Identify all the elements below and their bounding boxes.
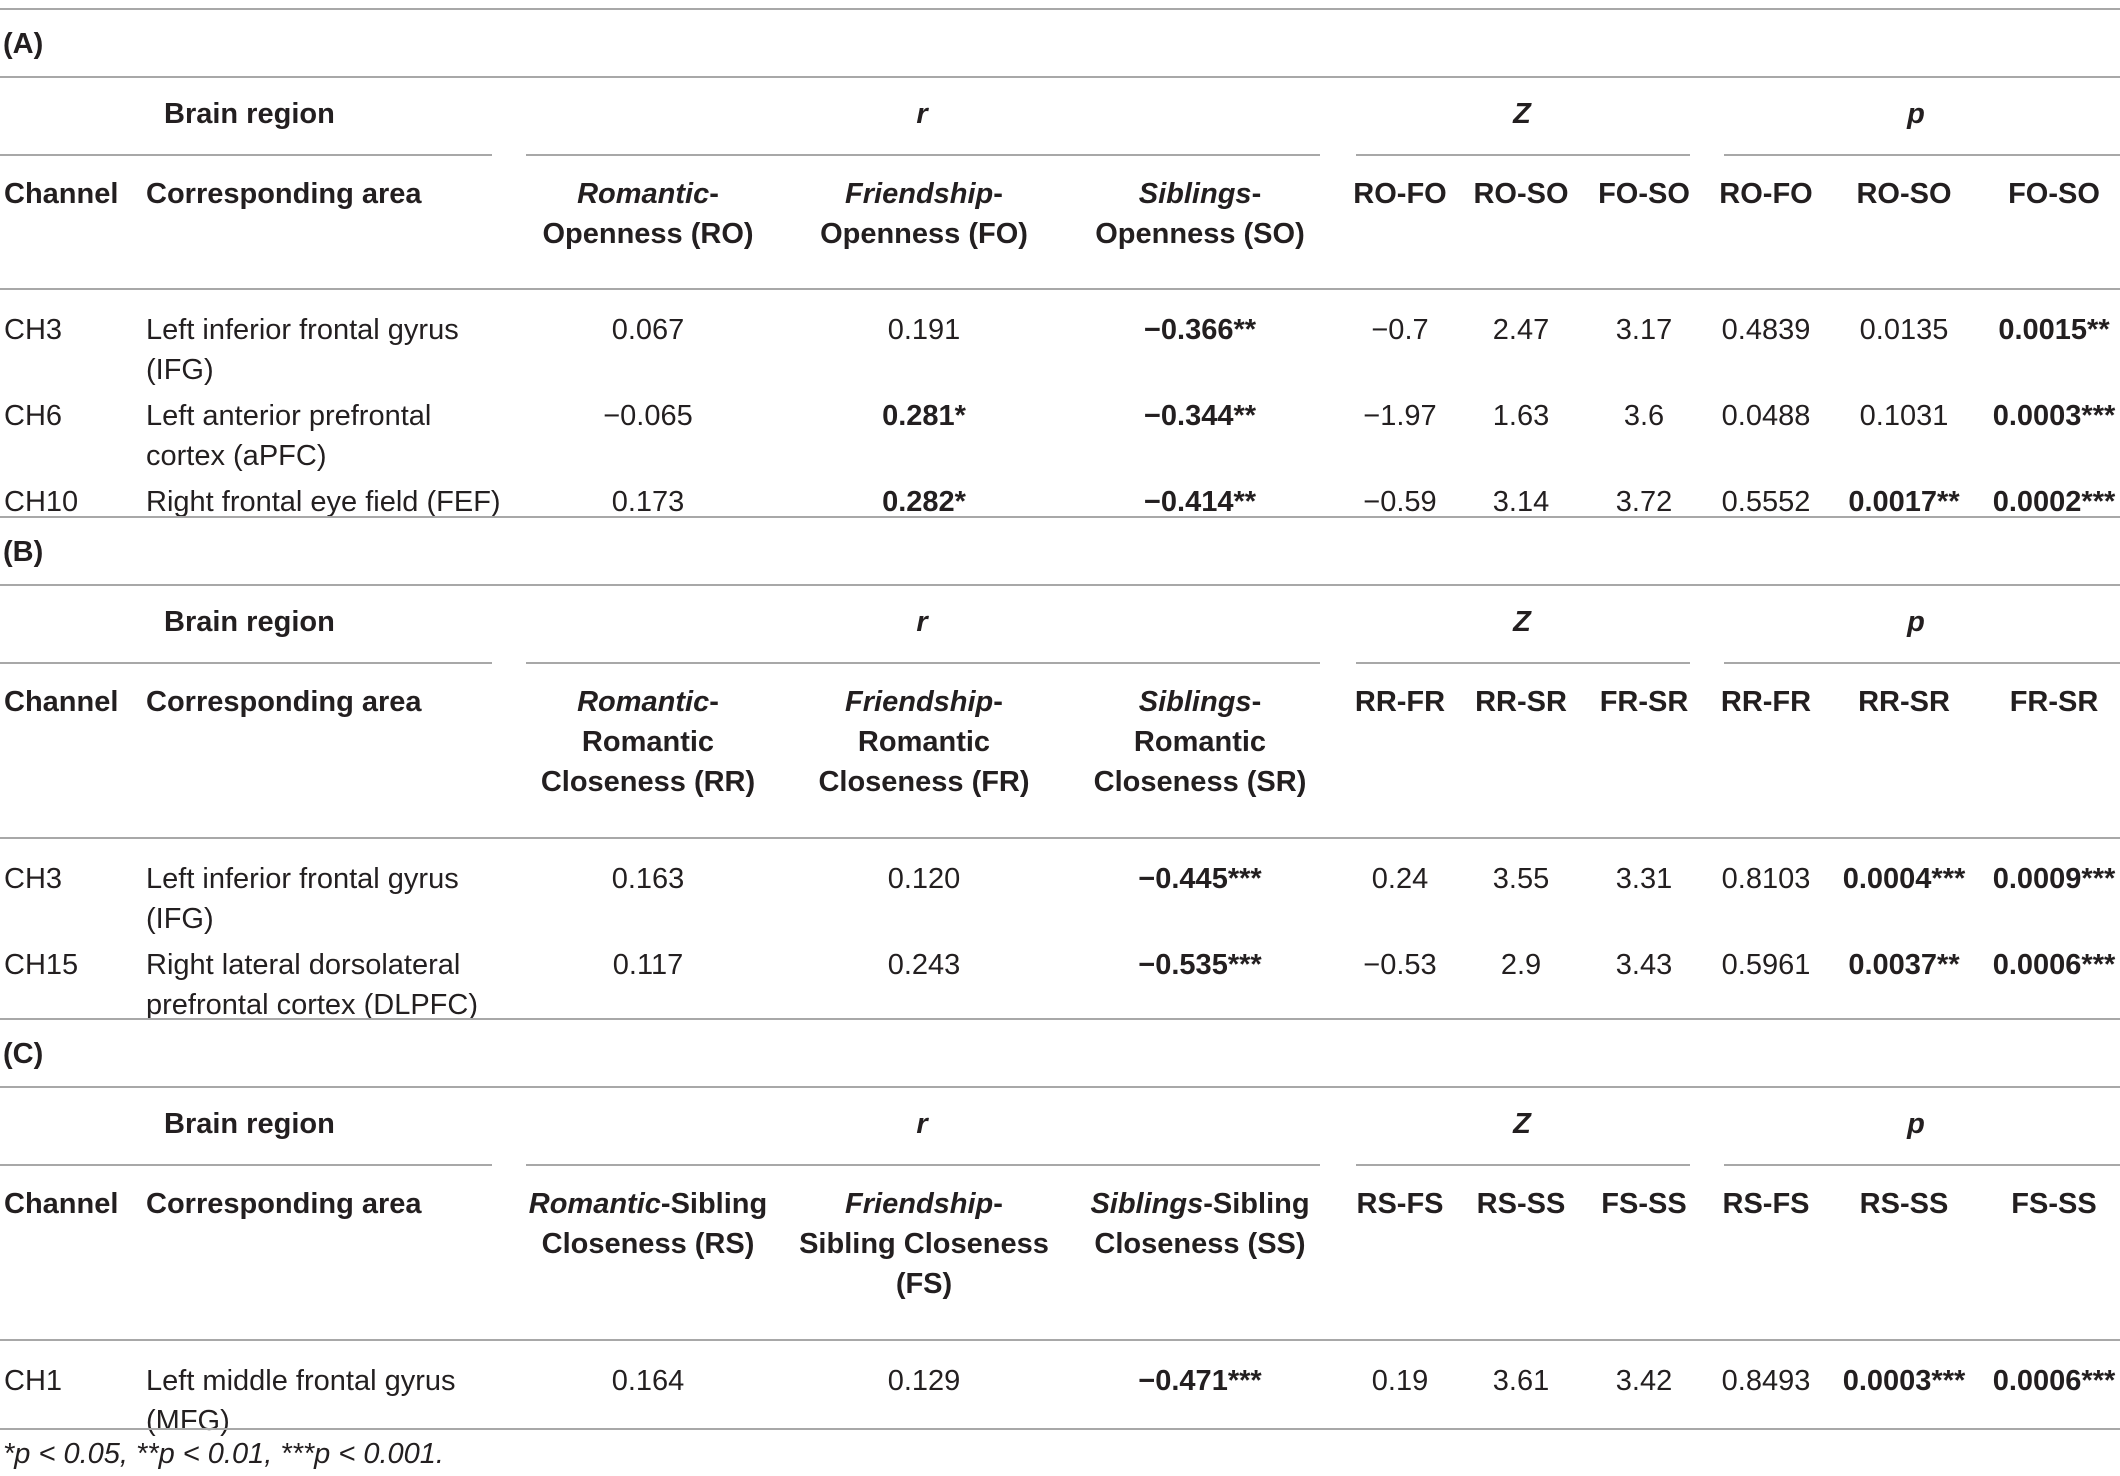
p-value-cell: 0.0015** — [1998, 314, 2110, 346]
z-value-cell: 3.43 — [1615, 949, 1673, 981]
relationship-type: Friendship — [845, 1188, 994, 1220]
section-top-rule — [0, 8, 2120, 10]
z-value-cell: 3.31 — [1615, 863, 1673, 895]
p-value-cell: 0.0002*** — [1992, 486, 2116, 518]
header-suffix: -Sibling — [660, 1188, 768, 1220]
header-line: Romantic — [857, 726, 991, 758]
header-line: Closeness (SS) — [1094, 1228, 1306, 1260]
header-line: Closeness (RS) — [541, 1228, 755, 1260]
z-value-cell: −0.53 — [1363, 949, 1437, 981]
r-value-cell: 0.163 — [611, 863, 685, 895]
header-suffix: - — [709, 686, 719, 718]
channel-header: Channel — [4, 178, 119, 210]
z-value-cell: 1.63 — [1492, 400, 1550, 432]
header-line: Closeness (SR) — [1093, 766, 1307, 798]
p-value-cell: 0.4839 — [1721, 314, 1811, 346]
z-column-header: RS-FS — [1356, 1188, 1444, 1220]
z-value-cell: 3.14 — [1492, 486, 1550, 518]
r-value-cell: 0.173 — [611, 486, 685, 518]
z-value-cell: −0.59 — [1363, 486, 1437, 518]
relationship-type: Siblings — [1138, 178, 1252, 210]
r-value-cell: −0.414** — [1143, 486, 1257, 518]
header-line: Openness (RO) — [542, 218, 754, 250]
area-header: Corresponding area — [146, 178, 422, 210]
p-group-rule — [1724, 154, 2120, 156]
z-value-cell: 0.19 — [1371, 1365, 1429, 1397]
area-cell: Left inferior frontal gyrus — [146, 314, 459, 346]
z-value-cell: 3.72 — [1615, 486, 1673, 518]
z-header: Z — [1513, 606, 1531, 638]
r-value-cell: 0.282* — [882, 486, 966, 518]
brain-region-header: Brain region — [164, 606, 335, 638]
column-header-rule — [0, 837, 2120, 839]
header-line: (FS) — [895, 1268, 953, 1300]
area-cell: (IFG) — [146, 903, 214, 935]
section-label: (B) — [3, 536, 44, 568]
p-column-header: RS-SS — [1859, 1188, 1949, 1220]
p-value-cell: 0.0004*** — [1842, 863, 1966, 895]
r-value-cell: 0.281* — [882, 400, 966, 432]
p-value-cell: 0.0135 — [1859, 314, 1949, 346]
area-cell: prefrontal cortex (DLPFC) — [146, 989, 478, 1021]
z-column-header: FS-SS — [1601, 1188, 1687, 1220]
channel-header: Channel — [4, 1188, 119, 1220]
p-value-cell: 0.0003*** — [1992, 400, 2116, 432]
p-value-cell: 0.8493 — [1721, 1365, 1811, 1397]
z-column-header: RO-SO — [1473, 178, 1569, 210]
r-value-cell: 0.191 — [887, 314, 961, 346]
header-suffix: - — [993, 178, 1003, 210]
z-column-header: RR-SR — [1475, 686, 1567, 718]
z-column-header: RR-FR — [1354, 686, 1446, 718]
z-value-cell: 3.6 — [1623, 400, 1665, 432]
header-suffix: - — [709, 178, 719, 210]
z-value-cell: 3.55 — [1492, 863, 1550, 895]
z-value-cell: 3.61 — [1492, 1365, 1550, 1397]
area-cell: Right lateral dorsolateral — [146, 949, 461, 981]
z-value-cell: 3.17 — [1615, 314, 1673, 346]
header-suffix: - — [993, 1188, 1003, 1220]
p-column-header: FR-SR — [2009, 686, 2099, 718]
z-group-rule — [1356, 154, 1690, 156]
p-value-cell: 0.5552 — [1721, 486, 1811, 518]
r-value-cell: 0.129 — [887, 1365, 961, 1397]
channel-cell: CH1 — [4, 1365, 63, 1397]
p-group-rule — [1724, 1164, 2120, 1166]
p-value-cell: 0.0006*** — [1992, 1365, 2116, 1397]
z-value-cell: −0.7 — [1371, 314, 1429, 346]
area-cell: Left inferior frontal gyrus — [146, 863, 459, 895]
section-header-rule — [0, 584, 2120, 586]
z-group-rule — [1356, 662, 1690, 664]
z-column-header: RS-SS — [1476, 1188, 1566, 1220]
section-label: (C) — [3, 1038, 44, 1070]
brain-region-rule — [0, 1164, 492, 1166]
header-line: Romantic — [1133, 726, 1267, 758]
relationship-type: Romantic — [577, 686, 710, 718]
r-value-cell: −0.065 — [603, 400, 693, 432]
r-group-rule — [526, 154, 1320, 156]
p-value-cell: 0.8103 — [1721, 863, 1811, 895]
header-line: Openness (FO) — [820, 218, 1028, 250]
r-header: r — [916, 1108, 928, 1140]
channel-cell: CH10 — [4, 486, 79, 518]
header-suffix: - — [1251, 686, 1262, 718]
r-header: r — [916, 606, 928, 638]
header-suffix: - — [993, 686, 1003, 718]
r-value-cell: −0.366** — [1143, 314, 1257, 346]
header-line: Openness (SO) — [1095, 218, 1305, 250]
p-column-header: RO-SO — [1856, 178, 1952, 210]
r-group-rule — [526, 1164, 1320, 1166]
area-cell: Right frontal eye field (FEF) — [146, 486, 501, 518]
r-value-cell: 0.243 — [887, 949, 961, 981]
relationship-type: Friendship — [845, 686, 994, 718]
z-header: Z — [1513, 1108, 1531, 1140]
p-column-header: FS-SS — [2011, 1188, 2097, 1220]
z-value-cell: −1.97 — [1363, 400, 1437, 432]
r-value-cell: −0.445*** — [1138, 863, 1262, 895]
r-value-cell: 0.067 — [611, 314, 685, 346]
channel-cell: CH15 — [4, 949, 79, 981]
relationship-type: Friendship — [845, 178, 994, 210]
section-top-rule — [0, 516, 2120, 518]
header-line: Sibling Closeness — [799, 1228, 1049, 1260]
header-suffix: -Sibling — [1203, 1188, 1310, 1220]
section-label: (A) — [3, 28, 44, 60]
r-value-cell: −0.471*** — [1138, 1365, 1262, 1397]
table-bottom-rule — [0, 1428, 2120, 1430]
area-cell: Left anterior prefrontal — [146, 400, 432, 432]
p-value-cell: 0.5961 — [1721, 949, 1811, 981]
area-cell: (MFG) — [146, 1405, 230, 1437]
z-value-cell: 2.47 — [1492, 314, 1550, 346]
header-line: Romantic — [581, 726, 715, 758]
r-value-cell: 0.120 — [887, 863, 961, 895]
footnote: *p < 0.05, **p < 0.01, ***p < 0.001. — [3, 1438, 444, 1470]
header-line: Closeness (RR) — [540, 766, 756, 798]
section-header-rule — [0, 76, 2120, 78]
channel-cell: CH3 — [4, 314, 63, 346]
channel-cell: CH3 — [4, 863, 63, 895]
area-header: Corresponding area — [146, 686, 422, 718]
area-header: Corresponding area — [146, 1188, 422, 1220]
area-cell: cortex (aPFC) — [146, 440, 327, 472]
area-cell: Left middle frontal gyrus — [146, 1365, 456, 1397]
section-top-rule — [0, 1018, 2120, 1020]
r-value-cell: 0.117 — [612, 949, 684, 981]
z-value-cell: 0.24 — [1371, 863, 1429, 895]
p-value-cell: 0.0017** — [1848, 486, 1960, 518]
z-value-cell: 2.9 — [1500, 949, 1542, 981]
p-column-header: RO-FO — [1719, 178, 1813, 210]
p-column-header: RR-SR — [1858, 686, 1950, 718]
p-value-cell: 0.0037** — [1848, 949, 1960, 981]
r-value-cell: 0.164 — [611, 1365, 685, 1397]
p-column-header: RS-FS — [1722, 1188, 1810, 1220]
z-group-rule — [1356, 1164, 1690, 1166]
p-value-cell: 0.0488 — [1721, 400, 1811, 432]
p-value-cell: 0.0003*** — [1842, 1365, 1966, 1397]
r-value-cell: −0.535*** — [1138, 949, 1262, 981]
relationship-type: Siblings — [1138, 686, 1252, 718]
brain-region-header: Brain region — [164, 98, 335, 130]
p-value-cell: 0.0009*** — [1992, 863, 2116, 895]
z-value-cell: 3.42 — [1615, 1365, 1673, 1397]
brain-region-header: Brain region — [164, 1108, 335, 1140]
p-group-rule — [1724, 662, 2120, 664]
p-column-header: FO-SO — [2008, 178, 2100, 210]
p-header: p — [1907, 606, 1925, 638]
channel-cell: CH6 — [4, 400, 63, 432]
brain-region-rule — [0, 662, 492, 664]
section-header-rule — [0, 1086, 2120, 1088]
r-group-rule — [526, 662, 1320, 664]
relationship-type: Siblings — [1090, 1188, 1204, 1220]
relationship-type: Romantic — [577, 178, 710, 210]
r-value-cell: −0.344** — [1143, 400, 1257, 432]
p-column-header: RR-FR — [1720, 686, 1812, 718]
column-header-rule — [0, 1339, 2120, 1341]
p-header: p — [1907, 98, 1925, 130]
brain-region-rule — [0, 154, 492, 156]
p-value-cell: 0.0006*** — [1992, 949, 2116, 981]
header-suffix: - — [1251, 178, 1262, 210]
header-line: Closeness (FR) — [818, 766, 1030, 798]
relationship-type: Romantic — [528, 1188, 661, 1220]
z-header: Z — [1513, 98, 1531, 130]
channel-header: Channel — [4, 686, 119, 718]
p-header: p — [1907, 1108, 1925, 1140]
z-column-header: FO-SO — [1598, 178, 1690, 210]
r-header: r — [916, 98, 928, 130]
column-header-rule — [0, 288, 2120, 290]
z-column-header: RO-FO — [1353, 178, 1447, 210]
area-cell: (IFG) — [146, 354, 214, 386]
z-column-header: FR-SR — [1599, 686, 1689, 718]
p-value-cell: 0.1031 — [1859, 400, 1949, 432]
